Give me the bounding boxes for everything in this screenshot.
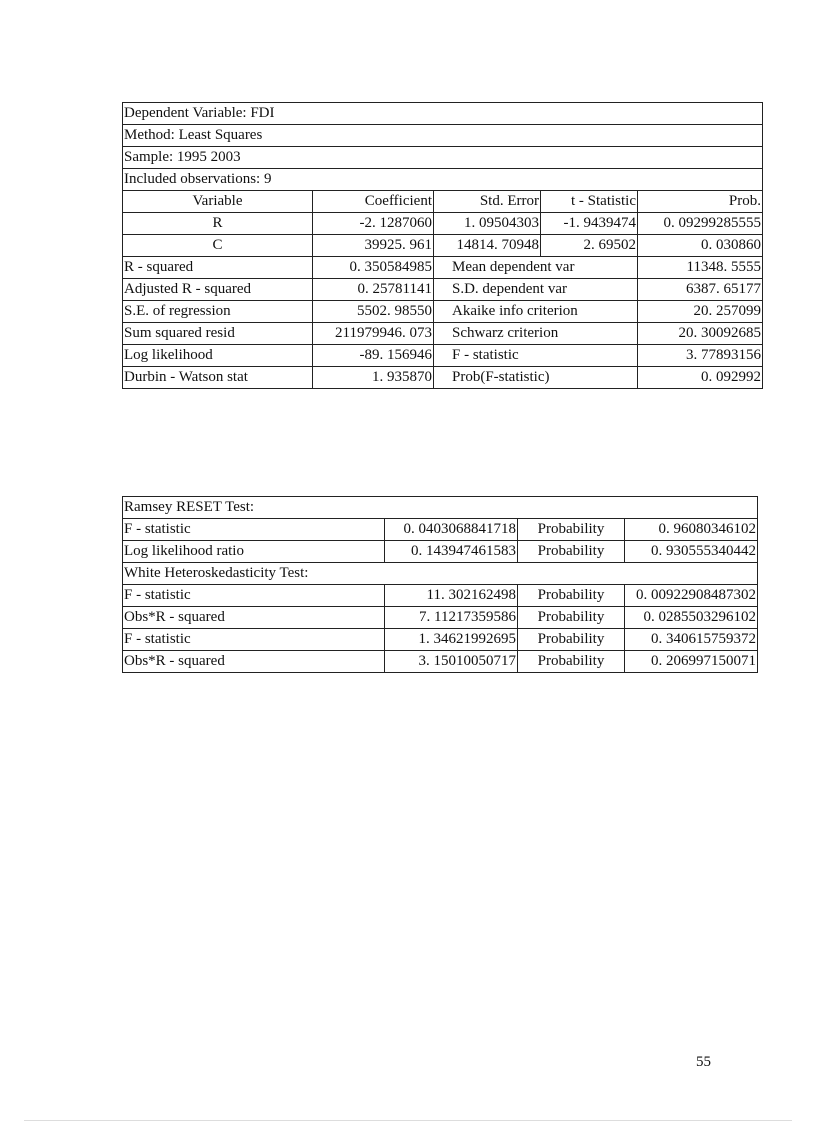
stat-value: 3. 77893156	[638, 345, 763, 367]
test-stat-label: Obs*R - squared	[123, 651, 385, 673]
stat-label: Adjusted R - squared	[123, 279, 313, 301]
table-row	[123, 213, 763, 235]
col-header-std-error: Std. Error	[434, 191, 541, 213]
table-row	[123, 279, 763, 301]
ramsey-reset-title: Ramsey RESET Test:	[123, 497, 758, 519]
test-stat-label: Obs*R - squared	[123, 607, 385, 629]
stat-value: 211979946. 073	[313, 323, 434, 345]
test-stat-label: F - statistic	[123, 629, 385, 651]
table-row	[123, 257, 763, 279]
stat-label: Schwarz criterion	[434, 323, 638, 345]
column-header-row	[123, 191, 763, 213]
probability-label: Probability	[518, 607, 625, 629]
table-row	[123, 585, 758, 607]
col-header-prob: Prob.	[638, 191, 763, 213]
test-stat-label: Log likelihood ratio	[123, 541, 385, 563]
t-statistic: 2. 69502	[541, 235, 638, 257]
header-row	[123, 103, 763, 125]
stat-value: 0. 25781141	[313, 279, 434, 301]
probability-value: 0. 930555340442	[625, 541, 758, 563]
stat-value: 1. 935870	[313, 367, 434, 389]
stat-value: 6387. 65177	[638, 279, 763, 301]
section-title-row	[123, 563, 758, 585]
regression-table	[122, 102, 763, 389]
probability-label: Probability	[518, 541, 625, 563]
section-title-row	[123, 497, 758, 519]
variable-name: R	[123, 213, 313, 235]
diagnostic-tests-table	[122, 496, 758, 673]
observations: Included observations: 9	[123, 169, 763, 191]
stat-label: Log likelihood	[123, 345, 313, 367]
std-error: 1. 09504303	[434, 213, 541, 235]
test-stat-value: 0. 0403068841718	[385, 519, 518, 541]
stat-label: Prob(F-statistic)	[434, 367, 638, 389]
probability-value: 0. 00922908487302	[625, 585, 758, 607]
probability-value: 0. 340615759372	[625, 629, 758, 651]
table-row	[123, 607, 758, 629]
table-row	[123, 367, 763, 389]
sample: Sample: 1995 2003	[123, 147, 763, 169]
test-stat-value: 3. 15010050717	[385, 651, 518, 673]
probability-label: Probability	[518, 629, 625, 651]
stat-label: Durbin - Watson stat	[123, 367, 313, 389]
probability-value: 0. 206997150071	[625, 651, 758, 673]
table-row	[123, 629, 758, 651]
col-header-coefficient: Coefficient	[313, 191, 434, 213]
stat-label: Mean dependent var	[434, 257, 638, 279]
stat-value: 20. 30092685	[638, 323, 763, 345]
header-row	[123, 147, 763, 169]
probability-label: Probability	[518, 651, 625, 673]
stat-label: Akaike info criterion	[434, 301, 638, 323]
variable-name: C	[123, 235, 313, 257]
stat-value: -89. 156946	[313, 345, 434, 367]
table-row	[123, 323, 763, 345]
prob: 0. 030860	[638, 235, 763, 257]
stat-value: 0. 092992	[638, 367, 763, 389]
table-row	[123, 235, 763, 257]
stat-label: S.E. of regression	[123, 301, 313, 323]
table-row	[123, 651, 758, 673]
page-number: 55	[696, 1054, 711, 1070]
test-stat-label: F - statistic	[123, 585, 385, 607]
std-error: 14814. 70948	[434, 235, 541, 257]
test-stat-value: 0. 143947461583	[385, 541, 518, 563]
test-stat-value: 1. 34621992695	[385, 629, 518, 651]
stat-label: Sum squared resid	[123, 323, 313, 345]
stat-label: S.D. dependent var	[434, 279, 638, 301]
t-statistic: -1. 9439474	[541, 213, 638, 235]
stat-value: 5502. 98550	[313, 301, 434, 323]
stat-value: 11348. 5555	[638, 257, 763, 279]
coefficient: -2. 1287060	[313, 213, 434, 235]
test-stat-value: 7. 11217359586	[385, 607, 518, 629]
table-row	[123, 345, 763, 367]
page-bottom-divider	[24, 1120, 792, 1121]
col-header-variable: Variable	[123, 191, 313, 213]
white-test-title: White Heteroskedasticity Test:	[123, 563, 758, 585]
test-stat-label: F - statistic	[123, 519, 385, 541]
col-header-t-statistic: t - Statistic	[541, 191, 638, 213]
probability-value: 0. 96080346102	[625, 519, 758, 541]
method: Method: Least Squares	[123, 125, 763, 147]
table-row	[123, 519, 758, 541]
stat-label: R - squared	[123, 257, 313, 279]
prob: 0. 09299285555	[638, 213, 763, 235]
table-row	[123, 301, 763, 323]
table-row	[123, 541, 758, 563]
coefficient: 39925. 961	[313, 235, 434, 257]
probability-label: Probability	[518, 519, 625, 541]
probability-label: Probability	[518, 585, 625, 607]
stat-label: F - statistic	[434, 345, 638, 367]
stat-value: 0. 350584985	[313, 257, 434, 279]
probability-value: 0. 0285503296102	[625, 607, 758, 629]
header-row	[123, 125, 763, 147]
stat-value: 20. 257099	[638, 301, 763, 323]
header-row	[123, 169, 763, 191]
dependent-variable: Dependent Variable: FDI	[123, 103, 763, 125]
test-stat-value: 11. 302162498	[385, 585, 518, 607]
